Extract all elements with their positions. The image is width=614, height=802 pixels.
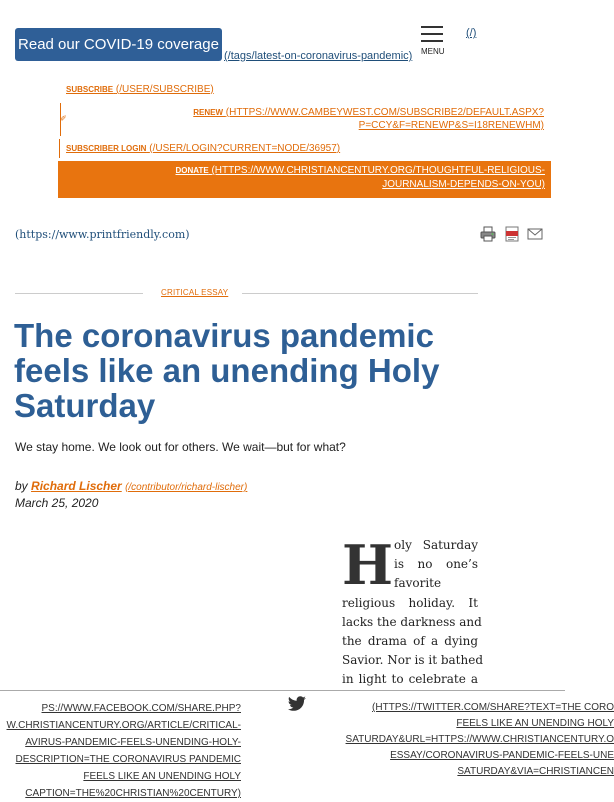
drop-cap: H	[342, 533, 394, 597]
kicker-divider-left	[15, 293, 143, 294]
donate-url-line2: JOURNALISM-DEPENDS-ON-YOU)	[382, 179, 545, 190]
login-url: (/USER/LOGIN?CURRENT=NODE/36957)	[149, 143, 341, 154]
subscriber-login-link[interactable]	[66, 143, 340, 154]
donate-link[interactable]	[115, 164, 545, 192]
body-line: is no one’s	[394, 557, 478, 572]
share-line: CAPTION=THE%20CHRISTIAN%20CENTURY)	[25, 788, 241, 799]
menu-label[interactable]: MENU	[421, 47, 445, 56]
renew-link[interactable]	[124, 106, 544, 132]
body-line: favorite	[394, 576, 442, 591]
body-line: the drama of a dying	[342, 634, 478, 648]
author-link[interactable]: Richard Lischer	[31, 479, 122, 493]
renew-label: RENEW	[193, 108, 224, 117]
body-line: oly Saturday	[394, 538, 478, 552]
subscribe-url: (/USER/SUBSCRIBE)	[115, 84, 214, 95]
category-kicker[interactable]: CRITICAL ESSAY	[161, 288, 229, 297]
share-line: (HTTPS://TWITTER.COM/SHARE?TEXT=THE CORO	[372, 702, 614, 713]
body-line: in light to celebrate a	[342, 672, 478, 687]
twitter-share-link[interactable]	[274, 700, 614, 780]
pdf-icon[interactable]	[504, 226, 520, 242]
print-icon[interactable]	[480, 226, 496, 242]
author-url[interactable]: (/contributor/richard-lischer)	[125, 482, 248, 493]
share-line: AVIRUS-PANDEMIC-FEELS-UNENDING-HOLY-	[25, 737, 241, 748]
email-icon[interactable]	[527, 226, 543, 242]
hamburger-menu-icon[interactable]	[421, 26, 443, 47]
share-line: ESSAY/CORONAVIRUS-PANDEMIC-FEELS-UNE	[390, 750, 614, 761]
share-line: FEELS LIKE AN UNENDING HOLY	[83, 771, 241, 782]
donate-url-line1: (HTTPS://WWW.CHRISTIANCENTURY.ORG/THOUGHTFUL-RELIGIOUS-	[211, 165, 545, 176]
covid-tag-link[interactable]: (/tags/latest-on-coronavirus-pandemic)	[224, 50, 413, 62]
printfriendly-link[interactable]: (https://www.printfriendly.com)	[15, 228, 190, 241]
home-link[interactable]: (/)	[466, 27, 477, 39]
publish-date: March 25, 2020	[15, 496, 99, 510]
subscribe-label: SUBSCRIBE	[66, 85, 114, 94]
body-line: Savior. Nor is it bathed	[342, 653, 483, 668]
share-line: FEELS LIKE AN UNENDING HOLY	[456, 718, 614, 729]
login-label: SUBSCRIBER LOGIN	[66, 144, 147, 153]
body-line: lacks the darkness and	[342, 614, 482, 629]
link-icon: ✐	[60, 114, 67, 123]
article-title: The coronavirus pandemic feels like an unending Holy Saturday	[14, 317, 440, 424]
subscribe-link[interactable]	[66, 84, 214, 95]
byline-prefix: by	[15, 479, 28, 493]
donate-label: DONATE	[175, 166, 209, 175]
facebook-share-link[interactable]	[0, 700, 241, 802]
share-line: W.CHRISTIANCENTURY.ORG/ARTICLE/CRITICAL-	[6, 720, 241, 731]
renew-url-line1: (HTTPS://WWW.CAMBEYWEST.COM/SUBSCRIBE2/DEFAULT.ASPX?	[225, 107, 544, 118]
article-dek: We stay home. We look out for others. We wait—but for what?	[15, 440, 346, 454]
share-line: DESCRIPTION=THE CORONAVIRUS PANDEMIC	[15, 754, 241, 765]
share-line: SATURDAY&URL=HTTPS://WWW.CHRISTIANCENTURY.O	[345, 734, 614, 745]
share-line: SATURDAY&VIA=CHRISTIANCEN	[457, 766, 614, 777]
renew-url-line2: P=CCY&F=RENEWP&S=I18RENEWHM)	[358, 120, 544, 131]
covid-coverage-button[interactable]: Read our COVID-19 coverage	[15, 28, 222, 61]
body-line: religious holiday. It	[342, 595, 478, 610]
kicker-divider-right	[242, 293, 478, 294]
share-line: PS://WWW.FACEBOOK.COM/SHARE.PHP?	[41, 703, 241, 714]
byline	[15, 479, 247, 493]
